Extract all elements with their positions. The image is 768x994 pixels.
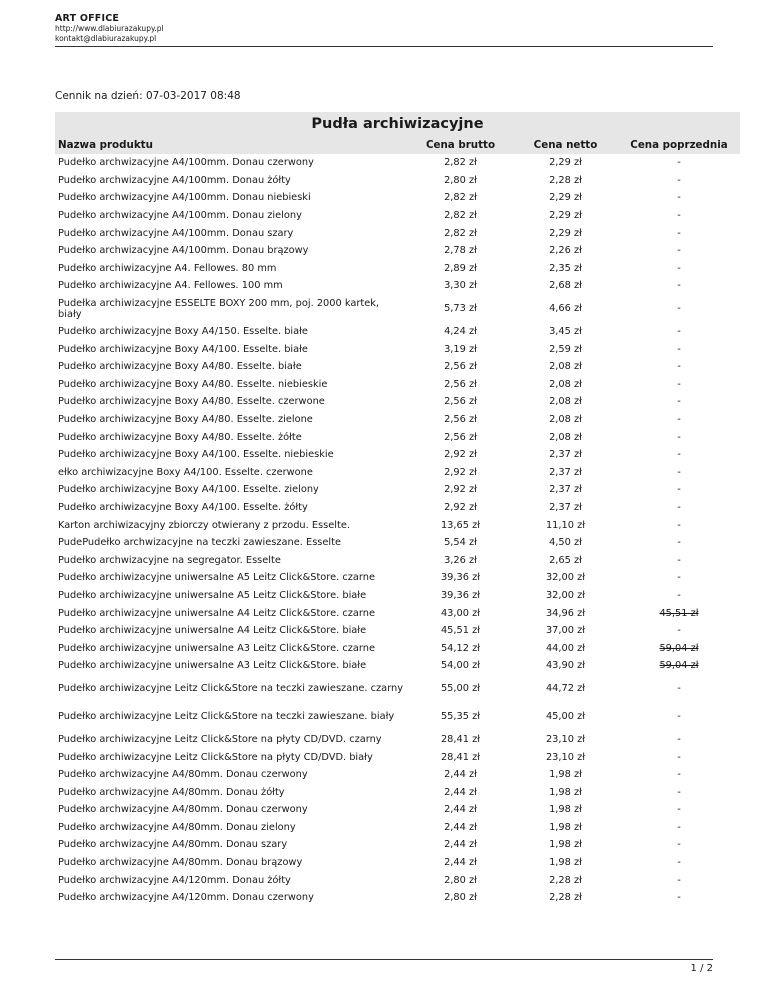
price-previous: - [677,378,681,390]
product-name: Pudełko archwizacyjne A4/120mm. Donau żółty [58,874,291,886]
product-name: Pudełko archiwizacyjne uniwersalne A4 Leitz Click&Store. czarne [58,607,375,619]
price-previous: - [677,343,681,355]
table-row [55,446,740,464]
table-row [55,516,740,534]
price-previous: - [677,892,681,904]
table-row [55,172,740,190]
price-netto: 23,10 zł [545,733,586,745]
price-brutto: 28,41 zł [440,751,481,763]
product-name: Pudełko archwizacyjne A4/100mm. Donau żółty [58,174,291,186]
table-row [55,154,740,172]
price-brutto: 3,30 zł [444,280,477,292]
section-title: Pudła archiwizacyjne [55,112,740,136]
product-name: Karton archiwizacyjny zbiorczy otwierany z przodu. Esselte. [58,519,350,531]
table-row [55,836,740,854]
table-row [55,295,740,323]
price-previous: - [677,554,681,566]
table-row [55,639,740,657]
product-name: Pudełko archwizacyjne A4/120mm. Donau czerwony [58,892,314,904]
price-previous: - [677,210,681,222]
price-netto: 1,98 zł [549,804,582,816]
price-brutto: 2,92 zł [444,484,477,496]
product-name: Pudełko archiwizacyjne Boxy A4/150. Esselte. białe [58,326,308,338]
price-table [55,136,740,907]
product-name: Pudełka archiwizacyjne ESSELTE BOXY 200 mm, poj. 2000 kartek, biały [58,297,380,320]
price-netto: 2,08 zł [549,378,582,390]
page-number: 1 / 2 [690,963,713,974]
price-brutto: 2,56 zł [444,378,477,390]
price-netto: 4,50 zł [549,537,582,549]
product-name: Pudełko archiwizacyjne Boxy A4/100. Esselte. białe [58,343,308,355]
table-row [55,189,740,207]
price-previous: 59,04 zł [659,642,699,654]
price-netto: 3,45 zł [549,326,582,338]
product-name: Pudełko archwizacyjne na segregator. Esselte [58,554,281,566]
table-row [55,854,740,872]
price-previous: - [677,157,681,169]
product-name: Pudełko archiwizacyjne Boxy A4/80. Esselte. czerwone [58,396,325,408]
product-name: Pudełko archiwizacyjne Boxy A4/80. Esselte. żółte [58,431,302,443]
price-netto: 2,65 zł [549,554,582,566]
price-netto: 2,08 zł [549,431,582,443]
price-previous: - [677,711,681,723]
price-netto: 1,98 zł [549,857,582,869]
table-row [55,748,740,766]
price-netto: 2,29 zł [549,227,582,239]
price-netto: 2,29 zł [549,157,582,169]
price-netto: 4,66 zł [549,303,582,315]
product-name: Pudełko archiwizacyjne Boxy A4/80. Esselte. zielone [58,414,313,426]
table-row [55,242,740,260]
price-brutto: 2,89 zł [444,262,477,274]
price-netto: 1,98 zł [549,821,582,833]
price-brutto: 2,92 zł [444,466,477,478]
table-row [55,675,740,703]
price-brutto: 2,80 zł [444,874,477,886]
product-name: Pudełko archiwizacyjne A4. Fellowes. 80 mm [58,262,277,274]
price-previous: - [677,414,681,426]
price-brutto: 54,12 zł [440,642,481,654]
product-name: Pudełko archiwizacyjne uniwersalne A5 Leitz Click&Store. białe [58,589,367,601]
table-row [55,358,740,376]
price-netto: 2,35 zł [549,262,582,274]
price-netto: 11,10 zł [545,519,586,531]
price-previous: - [677,874,681,886]
table-row [55,464,740,482]
price-brutto: 2,56 zł [444,414,477,426]
price-previous: - [677,769,681,781]
price-netto: 2,37 zł [549,484,582,496]
price-previous: - [677,625,681,637]
column-header-netto: Cena netto [513,136,618,154]
product-name: Pudełko archiwizacyjne A4. Fellowes. 100 mm [58,280,283,292]
price-brutto: 2,92 zł [444,501,477,513]
price-brutto: 5,54 zł [444,537,477,549]
product-name: Pudełko archwizacyjne A4/80mm. Donau żółty [58,786,285,798]
price-netto: 1,98 zł [549,769,582,781]
price-previous: - [677,857,681,869]
price-brutto: 2,82 zł [444,210,477,222]
table-row [55,569,740,587]
table-row [55,207,740,225]
price-brutto: 2,56 zł [444,396,477,408]
price-brutto: 13,65 zł [440,519,481,531]
product-name: Pudełko archiwizacyjne Leitz Click&Store na płyty CD/DVD. biały [58,751,373,763]
price-brutto: 55,35 zł [440,711,481,723]
document-header [55,13,713,44]
table-row [55,889,740,907]
product-name: Pudełko archiwizacyjne Leitz Click&Store na płyty CD/DVD. czarny [58,733,382,745]
price-previous: - [677,484,681,496]
column-header-previous: Cena poprzednia [618,136,740,154]
price-previous: - [677,361,681,373]
price-netto: 2,28 zł [549,874,582,886]
product-name: Pudełko archiwizacyjne uniwersalne A5 Leitz Click&Store. czarne [58,572,375,584]
price-brutto: 3,19 zł [444,343,477,355]
price-previous: - [677,280,681,292]
price-brutto: 2,78 zł [444,245,477,257]
table-row [55,411,740,429]
table-body [55,154,740,907]
product-name: Pudełko archiwizacyjne Boxy A4/100. Esselte. zielony [58,484,319,496]
product-name: Pudełko archwizacyjne A4/100mm. Donau czerwony [58,157,314,169]
price-netto: 37,00 zł [545,625,586,637]
price-brutto: 2,44 zł [444,786,477,798]
price-brutto: 2,80 zł [444,892,477,904]
table-row [55,604,740,622]
product-name: Pudełko archiwizacyjne uniwersalne A3 Leitz Click&Store. białe [58,660,367,672]
price-brutto: 2,44 zł [444,804,477,816]
price-netto: 43,90 zł [545,660,586,672]
price-previous: - [677,519,681,531]
price-netto: 44,72 zł [545,683,586,695]
price-previous: - [677,683,681,695]
price-brutto: 5,73 zł [444,303,477,315]
price-previous: - [677,174,681,186]
product-name: Pudełko archiwizacyjne Boxy A4/80. Esselte. niebieskie [58,378,328,390]
price-previous: 59,04 zł [659,660,699,672]
price-netto: 1,98 zł [549,839,582,851]
price-brutto: 55,00 zł [440,683,481,695]
product-name: Pudełko archwizacyjne A4/100mm. Donau szary [58,227,294,239]
product-name: Pudełko archwizacyjne A4/80mm. Donau zielony [58,821,296,833]
price-netto: 2,29 zł [549,192,582,204]
table-row [55,801,740,819]
price-netto: 2,29 zł [549,210,582,222]
product-name: Pudełko archwizacyjne A4/80mm. Donau brązowy [58,857,303,869]
table-row [55,481,740,499]
price-netto: 2,08 zł [549,396,582,408]
table-row [55,622,740,640]
price-netto: 2,28 zł [549,892,582,904]
table-row [55,551,740,569]
price-previous: - [677,227,681,239]
price-brutto: 2,82 zł [444,192,477,204]
price-previous: - [677,396,681,408]
price-brutto: 45,51 zł [440,625,481,637]
column-header-brutto: Cena brutto [408,136,513,154]
price-netto: 34,96 zł [545,607,586,619]
price-previous: - [677,431,681,443]
price-brutto: 2,56 zł [444,431,477,443]
table-row [55,376,740,394]
price-previous: - [677,245,681,257]
table-row [55,277,740,295]
price-brutto: 2,92 zł [444,449,477,461]
price-previous: - [677,786,681,798]
footer-divider [55,959,713,960]
price-netto: 2,37 zł [549,501,582,513]
product-name: Pudełko archiwizacyjne uniwersalne A3 Leitz Click&Store. czarne [58,642,375,654]
price-previous: - [677,326,681,338]
company-website[interactable]: http://www.dlabiurazakupy.pl [55,24,164,33]
price-previous: - [677,804,681,816]
table-row [55,819,740,837]
price-brutto: 39,36 zł [440,589,481,601]
price-brutto: 2,82 zł [444,157,477,169]
product-name: Pudełko archiwizacyjne Leitz Click&Store na teczki zawieszane. czarny [58,683,404,695]
price-previous: - [677,572,681,584]
price-previous: 45,51 zł [659,607,699,619]
price-previous: - [677,751,681,763]
product-name: Pudełko archwizacyjne A4/100mm. Donau brązowy [58,245,309,257]
price-list-date: Cennik na dzień: 07-03-2017 08:48 [55,90,241,102]
price-previous: - [677,537,681,549]
price-previous: - [677,466,681,478]
price-previous: - [677,449,681,461]
price-previous: - [677,821,681,833]
price-netto: 32,00 zł [545,572,586,584]
price-brutto: 28,41 zł [440,733,481,745]
price-brutto: 2,44 zł [444,839,477,851]
product-name: Pudełko archwizacyjne A4/100mm. Donau zielony [58,210,302,222]
product-name: Pudełko archwizacyjne A4/80mm. Donau czerwony [58,769,308,781]
price-previous: - [677,192,681,204]
price-brutto: 2,44 zł [444,769,477,781]
table-row [55,428,740,446]
table-row [55,224,740,242]
price-netto: 2,37 zł [549,466,582,478]
product-name: Pudełko archwizacyjne A4/80mm. Donau szary [58,839,288,851]
price-netto: 23,10 zł [545,751,586,763]
product-name: Pudełko archiwizacyjne Boxy A4/80. Esselte. białe [58,361,302,373]
table-row [55,340,740,358]
table-row [55,766,740,784]
product-name: Pudełko archiwizacyjne Boxy A4/100. Esselte. niebieskie [58,449,334,461]
price-netto: 2,37 zł [549,449,582,461]
price-brutto: 2,56 zł [444,361,477,373]
price-netto: 2,28 zł [549,174,582,186]
product-name: Pudełko archwizacyjne A4/80mm. Donau czerwony [58,804,308,816]
price-brutto: 3,26 zł [444,554,477,566]
price-brutto: 4,24 zł [444,326,477,338]
product-name: Pudełko archwizacyjne A4/100mm. Donau niebieski [58,192,311,204]
table-row [55,534,740,552]
price-brutto: 54,00 zł [440,660,481,672]
company-name: ART OFFICE [55,13,120,24]
table-row [55,657,740,675]
price-netto: 2,08 zł [549,414,582,426]
table-row [55,323,740,341]
price-netto: 2,68 zł [549,280,582,292]
price-previous: - [677,262,681,274]
table-row [55,260,740,278]
price-brutto: 43,00 zł [440,607,481,619]
table-header-row [55,136,740,154]
price-netto: 45,00 zł [545,711,586,723]
price-brutto: 39,36 zł [440,572,481,584]
price-previous: - [677,733,681,745]
company-email[interactable]: kontakt@dlabiurazakupy.pl [55,34,157,43]
price-netto: 2,26 zł [549,245,582,257]
column-header-name: Nazwa produktu [55,136,408,154]
table-row [55,393,740,411]
product-name: Pudełko archiwizacyjne Boxy A4/100. Esselte. żółty [58,501,308,513]
price-brutto: 2,80 zł [444,174,477,186]
table-row [55,731,740,749]
table-row [55,703,740,731]
price-brutto: 2,82 zł [444,227,477,239]
table-row [55,783,740,801]
price-netto: 1,98 zł [549,786,582,798]
price-netto: 2,08 zł [549,361,582,373]
price-previous: - [677,589,681,601]
product-name: Pudełko archiwizacyjne Leitz Click&Store na teczki zawieszane. biały [58,711,395,723]
table-row [55,871,740,889]
price-previous: - [677,501,681,513]
price-netto: 32,00 zł [545,589,586,601]
product-name: PudePudełko archwizacyjne na teczki zawieszane. Esselte [58,537,342,549]
price-previous: - [677,303,681,315]
price-netto: 2,59 zł [549,343,582,355]
header-divider [55,46,713,47]
table-row [55,587,740,605]
price-netto: 44,00 zł [545,642,586,654]
price-brutto: 2,44 zł [444,821,477,833]
table-row [55,499,740,517]
product-name: Pudełko archiwizacyjne uniwersalne A4 Leitz Click&Store. białe [58,625,367,637]
price-brutto: 2,44 zł [444,857,477,869]
price-previous: - [677,839,681,851]
product-name: ełko archiwizacyjne Boxy A4/100. Esselte. czerwone [58,466,313,478]
